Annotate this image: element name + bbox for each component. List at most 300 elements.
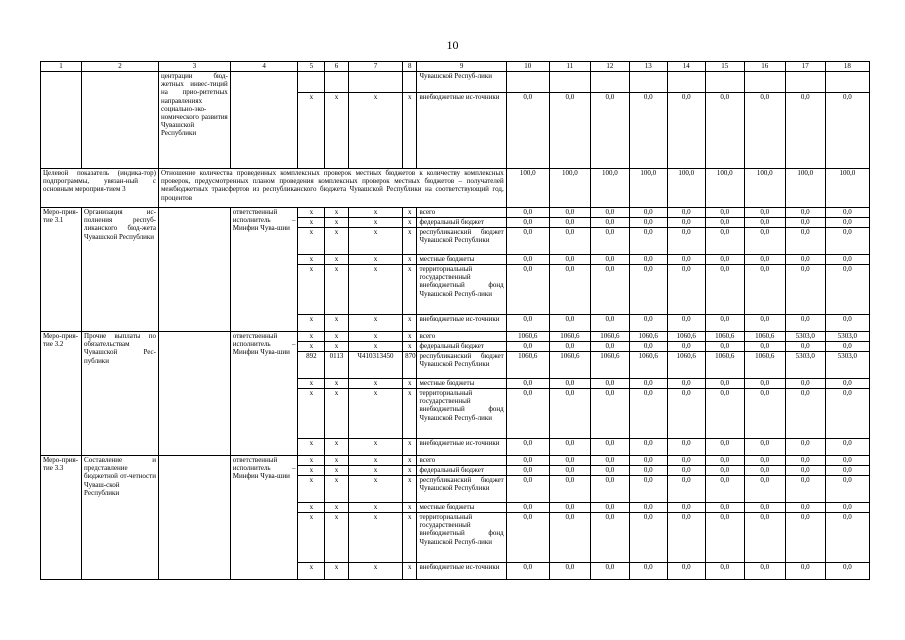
code-cell: x xyxy=(325,503,349,513)
code-cell: x xyxy=(325,456,349,466)
amount-cell: 0,0 xyxy=(629,228,667,255)
code-cell: x xyxy=(348,315,402,332)
amount-cell: 0,0 xyxy=(629,265,667,315)
measure-col3 xyxy=(158,208,230,332)
amount-cell: 0,0 xyxy=(506,315,549,332)
amount-cell: 0,0 xyxy=(825,265,869,315)
page-number: 10 xyxy=(446,38,459,52)
funding-source: внебюджетные ис-точники xyxy=(417,439,506,456)
amount-cell: 0,0 xyxy=(825,503,869,513)
measure-code: Меро-прия-тие 3.3 xyxy=(41,456,82,580)
code-cell: x xyxy=(298,456,325,466)
amount-cell: 0,0 xyxy=(785,255,825,265)
code-cell: x xyxy=(403,265,417,315)
amount-cell: 0,0 xyxy=(667,255,705,265)
target-value: 100,0 xyxy=(549,169,590,208)
amount-cell: 0,0 xyxy=(590,255,629,265)
empty-cell xyxy=(629,72,667,93)
measure-name: Прочие выплаты по обязательствам Чувашской Рес-публики xyxy=(82,332,159,456)
header-cell: 14 xyxy=(667,62,705,72)
code-cell: x xyxy=(325,379,349,389)
amount-cell: 1060,6 xyxy=(549,352,590,379)
amount-cell: 0,0 xyxy=(825,218,869,228)
amount-cell: 0,0 xyxy=(506,218,549,228)
target-value: 100,0 xyxy=(705,169,744,208)
code-cell: x xyxy=(348,228,402,255)
code-cell: x xyxy=(348,466,402,476)
code-cell: x xyxy=(298,466,325,476)
measure-executor: ответственный исполнитель – Минфин Чува-шии xyxy=(230,332,298,456)
amount-cell: 0,0 xyxy=(705,466,744,476)
code-cell: x xyxy=(298,228,325,255)
amount-cell: 0,0 xyxy=(506,379,549,389)
code-cell: x xyxy=(403,379,417,389)
amount-cell: 1060,6 xyxy=(744,352,785,379)
amount-cell: 0,0 xyxy=(667,342,705,352)
header-cell: 16 xyxy=(744,62,785,72)
amount-cell: 0,0 xyxy=(705,315,744,332)
amount-cell: 0,0 xyxy=(785,503,825,513)
amount-cell: 0,0 xyxy=(506,389,549,439)
code-cell: x xyxy=(348,513,402,563)
funding-source: внебюджетные ис-точники xyxy=(417,93,506,169)
amount-cell: 0,0 xyxy=(590,379,629,389)
amount-cell: 0,0 xyxy=(744,379,785,389)
funding-source: республиканский бюджет Чувашской Республики xyxy=(417,352,506,379)
amount-cell: 0,0 xyxy=(590,342,629,352)
code-cell: x xyxy=(298,389,325,439)
code-cell: x xyxy=(348,265,402,315)
target-value: 100,0 xyxy=(744,169,785,208)
measure-name: Организация ис-полнения респуб-ликанского бюд-жета Чувашской Республики xyxy=(82,208,159,332)
code-cell: x xyxy=(403,439,417,456)
target-value: 100,0 xyxy=(785,169,825,208)
code-cell: x xyxy=(403,228,417,255)
code-cell: x xyxy=(348,563,402,580)
code-cell: x xyxy=(298,332,325,342)
amount-cell: 1060,6 xyxy=(667,352,705,379)
cont-measure-text: центрации бюд-жетных инвес-тиций на прио-ритетных направлениях социально-эко-номического развития Чувашской Республики xyxy=(158,72,230,169)
amount-cell: 0,0 xyxy=(629,503,667,513)
header-cell: 17 xyxy=(785,62,825,72)
code-cell: x xyxy=(298,265,325,315)
code-cell: x xyxy=(403,218,417,228)
amount-cell: 0,0 xyxy=(590,513,629,563)
amount-cell: 0,0 xyxy=(549,503,590,513)
amount-cell: 1060,6 xyxy=(506,332,549,342)
code-cell: x xyxy=(325,208,349,218)
amount-cell: 0,0 xyxy=(506,439,549,456)
amount-cell: 1060,6 xyxy=(629,352,667,379)
header-cell: 15 xyxy=(705,62,744,72)
code-cell: x xyxy=(298,476,325,503)
amount-cell: 0,0 xyxy=(744,265,785,315)
amount-cell: 0,0 xyxy=(785,389,825,439)
code-cell: x xyxy=(325,255,349,265)
code-cell: x xyxy=(348,342,402,352)
amount-cell: 1060,6 xyxy=(590,332,629,342)
code-cell: x xyxy=(298,208,325,218)
funding-source: федеральный бюджет xyxy=(417,466,506,476)
amount-cell: 0,0 xyxy=(705,563,744,580)
header-cell: 5 xyxy=(298,62,325,72)
amount-cell: 0,0 xyxy=(744,315,785,332)
table-row xyxy=(41,208,870,218)
header-cell: 9 xyxy=(417,62,506,72)
amount-cell: 0,0 xyxy=(825,93,869,169)
code-cell: x xyxy=(348,456,402,466)
amount-cell: 0,0 xyxy=(825,389,869,439)
amount-cell: 0,0 xyxy=(744,342,785,352)
empty-cell xyxy=(348,72,402,93)
amount-cell: 0,0 xyxy=(590,265,629,315)
amount-cell: 0,0 xyxy=(744,476,785,503)
amount-cell: 0,0 xyxy=(506,476,549,503)
amount-cell: 0,0 xyxy=(590,466,629,476)
code-cell: x xyxy=(348,332,402,342)
code-cell: 870 xyxy=(403,352,417,379)
measure-col3 xyxy=(158,456,230,580)
funding-source: местные бюджеты xyxy=(417,379,506,389)
amount-cell: 0,0 xyxy=(506,342,549,352)
funding-source: внебюджетные ис-точники xyxy=(417,315,506,332)
amount-cell: 5303,0 xyxy=(825,332,869,342)
amount-cell: 0,0 xyxy=(590,439,629,456)
amount-cell: 0,0 xyxy=(705,503,744,513)
header-cell: 11 xyxy=(549,62,590,72)
code-cell: x xyxy=(325,563,349,580)
empty-cell xyxy=(667,72,705,93)
code-cell: x xyxy=(298,342,325,352)
target-indicator-text: Отношение количества проведенных комплексных проверок местных бюджетов к количеству комплексных проверок, предусмотренных планом проведения комплексных проверок местных бюджетов – получателей межбюджетных трансфертов из республиканского бюджета Чувашской Республики на соответствующий год, процентов xyxy=(158,169,506,208)
amount-cell: 0,0 xyxy=(785,315,825,332)
amount-cell: 0,0 xyxy=(629,563,667,580)
amount-cell: 0,0 xyxy=(549,255,590,265)
amount-cell: 0,0 xyxy=(825,513,869,563)
amount-cell: 0,0 xyxy=(629,389,667,439)
amount-cell: 0,0 xyxy=(705,208,744,218)
amount-cell: 0,0 xyxy=(785,342,825,352)
amount-cell: 0,0 xyxy=(705,456,744,466)
code-cell: x xyxy=(298,513,325,563)
amount-cell: 0,0 xyxy=(785,208,825,218)
amount-cell: 1060,6 xyxy=(549,332,590,342)
amount-cell: 0,0 xyxy=(744,218,785,228)
amount-cell: 0,0 xyxy=(825,255,869,265)
amount-cell: 0,0 xyxy=(506,456,549,466)
funding-source: территориальный государственный внебюджетный фонд Чувашской Респуб-лики xyxy=(417,513,506,563)
code-cell: x xyxy=(403,315,417,332)
cont-col1 xyxy=(41,72,82,169)
amount-cell: 0,0 xyxy=(549,513,590,563)
amount-cell: 5303,0 xyxy=(785,332,825,342)
header-cell: 13 xyxy=(629,62,667,72)
target-value: 100,0 xyxy=(629,169,667,208)
amount-cell: 0,0 xyxy=(825,228,869,255)
amount-cell: 0,0 xyxy=(549,342,590,352)
amount-cell: 0,0 xyxy=(744,93,785,169)
amount-cell: 5303,0 xyxy=(785,352,825,379)
empty-cell xyxy=(325,72,349,93)
header-cell: 18 xyxy=(825,62,869,72)
amount-cell: 0,0 xyxy=(549,389,590,439)
code-cell: x xyxy=(325,218,349,228)
code-cell: x xyxy=(403,332,417,342)
code-cell: x xyxy=(403,255,417,265)
empty-cell xyxy=(549,72,590,93)
empty-cell xyxy=(298,72,325,93)
code-cell: x xyxy=(325,315,349,332)
amount-cell: 0,0 xyxy=(705,265,744,315)
amount-cell: 0,0 xyxy=(785,456,825,466)
code-cell: x xyxy=(325,439,349,456)
amount-cell: 0,0 xyxy=(549,476,590,503)
code-cell: x xyxy=(325,389,349,439)
amount-cell: 0,0 xyxy=(825,466,869,476)
amount-cell: 0,0 xyxy=(506,503,549,513)
amount-cell: 0,0 xyxy=(825,208,869,218)
header-cell: 2 xyxy=(82,62,159,72)
amount-cell: 0,0 xyxy=(705,389,744,439)
amount-cell: 0,0 xyxy=(825,439,869,456)
amount-cell: 0,0 xyxy=(549,315,590,332)
header-cell: 8 xyxy=(403,62,417,72)
amount-cell: 0,0 xyxy=(705,439,744,456)
empty-cell xyxy=(506,72,549,93)
funding-source: республиканский бюджет Чувашской Республики xyxy=(417,228,506,255)
amount-cell: 0,0 xyxy=(825,563,869,580)
amount-cell: 0,0 xyxy=(667,563,705,580)
amount-cell: 0,0 xyxy=(744,503,785,513)
header-row xyxy=(41,62,870,72)
amount-cell: 0,0 xyxy=(629,255,667,265)
header-cell: 4 xyxy=(230,62,298,72)
amount-cell: 0,0 xyxy=(825,342,869,352)
amount-cell: 0,0 xyxy=(667,476,705,503)
code-cell: x xyxy=(403,93,417,169)
amount-cell: 0,0 xyxy=(629,93,667,169)
amount-cell: 0,0 xyxy=(785,466,825,476)
amount-cell: 0,0 xyxy=(705,218,744,228)
code-cell: x xyxy=(403,513,417,563)
code-cell: x xyxy=(403,456,417,466)
code-cell: x xyxy=(298,93,325,169)
funding-source: федеральный бюджет xyxy=(417,218,506,228)
amount-cell: 0,0 xyxy=(744,563,785,580)
target-value: 100,0 xyxy=(506,169,549,208)
amount-cell: 0,0 xyxy=(667,265,705,315)
code-cell: x xyxy=(298,439,325,456)
amount-cell: 0,0 xyxy=(629,208,667,218)
amount-cell: 0,0 xyxy=(549,379,590,389)
code-cell: x xyxy=(403,389,417,439)
amount-cell: 0,0 xyxy=(705,513,744,563)
code-cell: x xyxy=(348,255,402,265)
amount-cell: 0,0 xyxy=(549,439,590,456)
amount-cell: 0,0 xyxy=(785,563,825,580)
amount-cell: 0,0 xyxy=(549,93,590,169)
amount-cell: 0,0 xyxy=(629,315,667,332)
measure-executor: ответственный исполнитель – Минфин Чува-шии xyxy=(230,456,298,580)
table-row xyxy=(41,332,870,342)
funding-source: внебюджетные ис-точники xyxy=(417,563,506,580)
amount-cell: 0,0 xyxy=(785,439,825,456)
amount-cell: 0,0 xyxy=(549,456,590,466)
code-cell: x xyxy=(298,255,325,265)
amount-cell: 0,0 xyxy=(629,513,667,563)
funding-source: местные бюджеты xyxy=(417,255,506,265)
amount-cell: 1060,6 xyxy=(506,352,549,379)
amount-cell: 0,0 xyxy=(590,93,629,169)
code-cell: x xyxy=(325,476,349,503)
code-cell: 0113 xyxy=(325,352,349,379)
empty-cell xyxy=(590,72,629,93)
amount-cell: 0,0 xyxy=(590,456,629,466)
header-cell: 12 xyxy=(590,62,629,72)
target-indicator-label: Целевой показатель (индика-тор) подпрограммы, увязан-ный с основным мероприя-тием 3 xyxy=(41,169,159,208)
amount-cell: 0,0 xyxy=(785,476,825,503)
amount-cell: 0,0 xyxy=(506,228,549,255)
amount-cell: 1060,6 xyxy=(744,332,785,342)
amount-cell: 0,0 xyxy=(667,93,705,169)
code-cell: x xyxy=(298,503,325,513)
amount-cell: 0,0 xyxy=(744,255,785,265)
code-cell: x xyxy=(348,439,402,456)
amount-cell: 0,0 xyxy=(705,255,744,265)
amount-cell: 0,0 xyxy=(667,513,705,563)
code-cell: x xyxy=(298,379,325,389)
header-cell: 3 xyxy=(158,62,230,72)
amount-cell: 0,0 xyxy=(506,466,549,476)
amount-cell: 0,0 xyxy=(549,218,590,228)
header-cell: 6 xyxy=(325,62,349,72)
amount-cell: 0,0 xyxy=(825,379,869,389)
target-value: 100,0 xyxy=(667,169,705,208)
amount-cell: 0,0 xyxy=(590,563,629,580)
code-cell: x xyxy=(298,218,325,228)
amount-cell: 0,0 xyxy=(705,93,744,169)
amount-cell: 0,0 xyxy=(506,208,549,218)
amount-cell: 0,0 xyxy=(549,228,590,255)
code-cell: x xyxy=(403,563,417,580)
amount-cell: 0,0 xyxy=(825,476,869,503)
amount-cell: 0,0 xyxy=(590,503,629,513)
funding-source: местные бюджеты xyxy=(417,503,506,513)
amount-cell: 0,0 xyxy=(705,342,744,352)
code-cell: x xyxy=(348,93,402,169)
measure-executor: ответственный исполнитель – Минфин Чува-шии xyxy=(230,208,298,332)
funding-source: федеральный бюджет xyxy=(417,342,506,352)
amount-cell: 0,0 xyxy=(667,389,705,439)
amount-cell: 0,0 xyxy=(744,513,785,563)
amount-cell: 0,0 xyxy=(590,389,629,439)
measure-name: Составление и представление бюджетной от-четности Чуваш-ской Республики xyxy=(82,456,159,580)
code-cell: x xyxy=(348,476,402,503)
code-cell: Ч410313450 xyxy=(348,352,402,379)
amount-cell: 0,0 xyxy=(549,466,590,476)
cont-col2 xyxy=(82,72,159,169)
amount-cell: 0,0 xyxy=(549,208,590,218)
amount-cell: 0,0 xyxy=(590,315,629,332)
amount-cell: 0,0 xyxy=(744,456,785,466)
header-cell: 7 xyxy=(348,62,402,72)
target-value: 100,0 xyxy=(825,169,869,208)
funding-source: территориальный государственный внебюджетный фонд Чувашской Респуб-лики xyxy=(417,265,506,315)
measure-col3 xyxy=(158,332,230,456)
amount-cell: 0,0 xyxy=(667,439,705,456)
measure-code: Меро-прия-тие 3.1 xyxy=(41,208,82,332)
empty-cell xyxy=(825,72,869,93)
table-row xyxy=(41,72,870,93)
amount-cell: 0,0 xyxy=(667,228,705,255)
amount-cell: 0,0 xyxy=(590,208,629,218)
funding-source: Чувашской Респуб-лики xyxy=(417,72,506,93)
empty-cell xyxy=(785,72,825,93)
amount-cell: 0,0 xyxy=(785,379,825,389)
amount-cell: 0,0 xyxy=(629,456,667,466)
amount-cell: 0,0 xyxy=(825,456,869,466)
amount-cell: 0,0 xyxy=(629,476,667,503)
amount-cell: 0,0 xyxy=(744,466,785,476)
amount-cell: 0,0 xyxy=(667,379,705,389)
code-cell: x xyxy=(325,332,349,342)
code-cell: x xyxy=(325,342,349,352)
amount-cell: 0,0 xyxy=(785,218,825,228)
amount-cell: 0,0 xyxy=(744,439,785,456)
amount-cell: 1060,6 xyxy=(705,332,744,342)
code-cell: 892 xyxy=(298,352,325,379)
amount-cell: 0,0 xyxy=(549,265,590,315)
funding-source: всего xyxy=(417,208,506,218)
empty-cell xyxy=(744,72,785,93)
amount-cell: 0,0 xyxy=(744,389,785,439)
code-cell: x xyxy=(325,265,349,315)
amount-cell: 0,0 xyxy=(590,228,629,255)
code-cell: x xyxy=(403,342,417,352)
funding-source: территориальный государственный внебюджетный фонд Чувашской Респуб-лики xyxy=(417,389,506,439)
amount-cell: 0,0 xyxy=(629,439,667,456)
amount-cell: 1060,6 xyxy=(667,332,705,342)
amount-cell: 0,0 xyxy=(667,315,705,332)
amount-cell: 0,0 xyxy=(629,342,667,352)
code-cell: x xyxy=(403,476,417,503)
code-cell: x xyxy=(325,228,349,255)
code-cell: x xyxy=(403,466,417,476)
empty-cell xyxy=(705,72,744,93)
amount-cell: 0,0 xyxy=(506,265,549,315)
amount-cell: 0,0 xyxy=(705,379,744,389)
code-cell: x xyxy=(348,218,402,228)
funding-source: всего xyxy=(417,332,506,342)
amount-cell: 0,0 xyxy=(825,315,869,332)
cont-col4 xyxy=(230,72,298,169)
funding-source: республиканский бюджет Чувашской Республики xyxy=(417,476,506,503)
code-cell: x xyxy=(325,513,349,563)
amount-cell: 0,0 xyxy=(629,466,667,476)
budget-table xyxy=(40,61,870,580)
amount-cell: 0,0 xyxy=(667,456,705,466)
amount-cell: 0,0 xyxy=(506,255,549,265)
header-cell: 1 xyxy=(41,62,82,72)
code-cell: x xyxy=(325,93,349,169)
amount-cell: 0,0 xyxy=(667,208,705,218)
target-indicator-row xyxy=(41,169,870,208)
amount-cell: 0,0 xyxy=(506,563,549,580)
code-cell: x xyxy=(348,208,402,218)
amount-cell: 0,0 xyxy=(785,513,825,563)
measure-code: Меро-прия-тие 3.2 xyxy=(41,332,82,456)
amount-cell: 0,0 xyxy=(785,265,825,315)
